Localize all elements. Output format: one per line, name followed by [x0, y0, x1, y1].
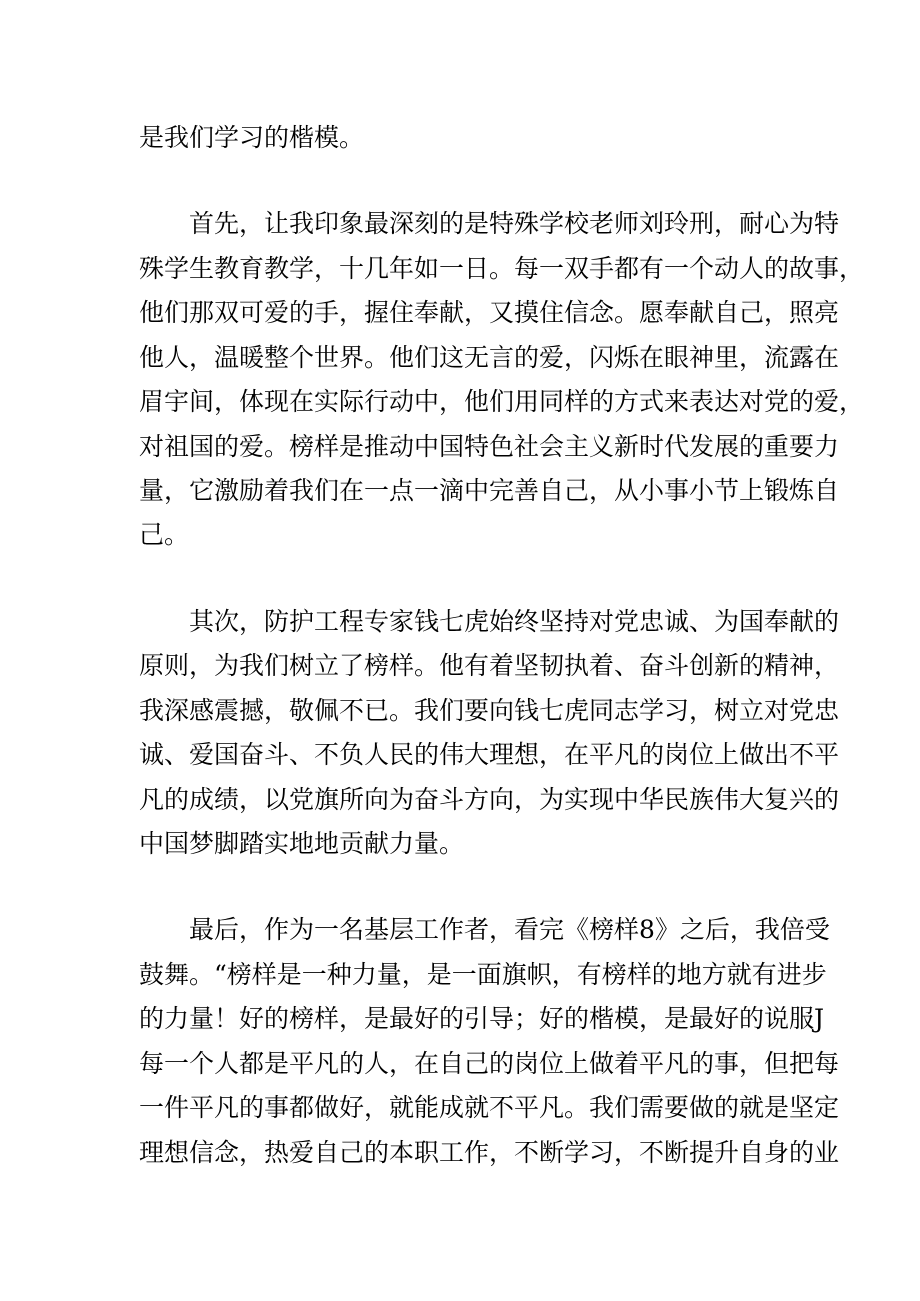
paragraph-4-line-5: 一件平凡的事都做好，就能成就不平凡。我们需要做的就是坚定	[139, 1093, 840, 1122]
paragraph-4-line-4: 每一个人都是平凡的人，在自己的岗位上做着平凡的事，但把每	[139, 1049, 840, 1078]
paragraph-4-line-2: 鼓舞。“榜样是一种力量，是一面旗帜，有榜样的地方就有进步	[139, 960, 827, 989]
paragraph-2-line-5: 眉宇间，体现在实际行动中，他们用同样的方式来表达对党的爱，	[139, 387, 865, 416]
paragraph-3-line-1: 其次，防护工程专家钱七虎始终坚持对党忠诚、为国奉献的	[189, 607, 840, 636]
paragraph-2-line-8: 己。	[139, 520, 190, 549]
paragraph-3-line-2: 原则，为我们树立了榜样。他有着坚韧执着、奋斗创新的精神，	[139, 651, 840, 680]
paragraph-3-line-5: 凡的成绩，以党旗所向为奋斗方向，为实现中华民族伟大复兴的	[139, 785, 840, 814]
paragraph-3-line-4: 诚、爱国奋斗、不负人民的伟大理想，在平凡的岗位上做出不平	[139, 740, 840, 769]
paragraph-3-line-3: 我深感震撼，敬佩不已。我们要向钱七虎同志学习，树立对党忠	[139, 696, 840, 725]
paragraph-2-line-4: 他人，温暖整个世界。他们这无言的爱，闪烁在眼神里，流露在	[139, 343, 840, 372]
paragraph-2-line-6: 对祖国的爱。榜样是推动中国特色社会主义新时代发展的重要力	[139, 432, 840, 461]
paragraph-4-line-6: 理想信念，热爱自己的本职工作，不断学习，不断提升自身的业	[139, 1138, 840, 1167]
paragraph-4-line-3: 的力量！好的榜样，是最好的引导；好的楷模，是最好的说服J	[139, 1004, 825, 1033]
paragraph-4-line-1: 最后，作为一名基层工作者，看完《榜样8》之后，我倍受	[189, 915, 830, 944]
paragraph-1-line-1: 是我们学习的楷模。	[139, 123, 365, 152]
paragraph-2-line-1: 首先，让我印象最深刻的是特殊学校老师刘玲刑，耐心为特	[189, 209, 840, 238]
paragraph-2-line-3: 他们那双可爱的手，握住奉献，又摸住信念。愿奉献自己，照亮	[139, 298, 840, 327]
paragraph-3-line-6: 中国梦脚踏实地地贡献力量。	[139, 829, 465, 858]
paragraph-2-line-2: 殊学生教育教学，十几年如一日。每一双手都有一个动人的故事，	[139, 254, 865, 283]
paragraph-2-line-7: 量，它激励着我们在一点一滴中完善自己，从小事小节上锻炼自	[139, 476, 840, 505]
